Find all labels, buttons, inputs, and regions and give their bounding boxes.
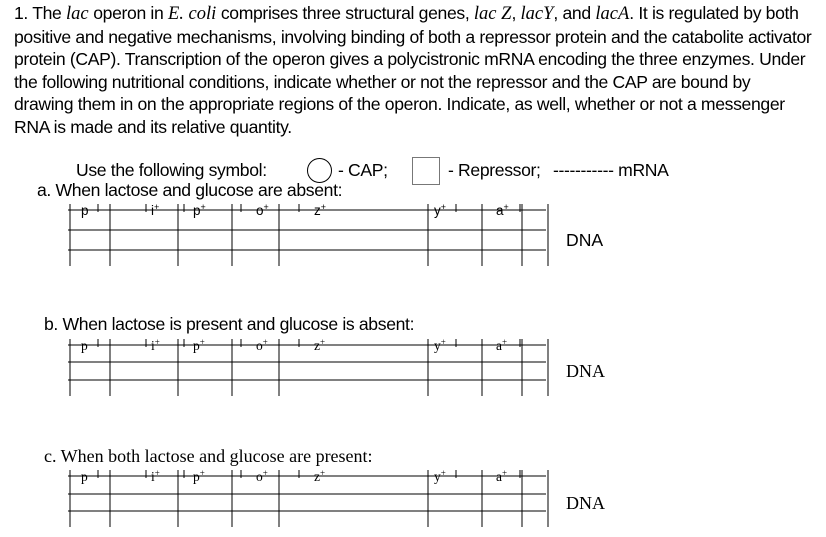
- gene-label-o: o+: [256, 468, 268, 484]
- gene-label-p: p+: [193, 468, 205, 484]
- gene-label-o: o+: [256, 337, 268, 353]
- legend-mrna: ----------- mRNA: [553, 160, 669, 180]
- gene-label-p: p: [81, 203, 89, 218]
- dna-label: DNA: [566, 493, 605, 513]
- gene-label-i: i+: [151, 468, 160, 484]
- gene-label-a: a+: [496, 202, 509, 218]
- gene-label-p: p: [81, 469, 88, 484]
- lacz-term: lac Z: [473, 4, 512, 24]
- legend-intro: Use the following symbol:: [76, 160, 267, 180]
- laca-term: lacA: [595, 4, 630, 24]
- gene-label-a: a+: [496, 468, 508, 484]
- part-b-label: b. When lactose is present and glucose is absent:: [44, 314, 415, 334]
- gene-label-z: z+: [314, 468, 326, 484]
- legend-repressor: - Repressor;: [448, 160, 541, 180]
- gene-label-y: y+: [434, 337, 446, 353]
- gene-label-y: y+: [434, 468, 446, 484]
- lacy-term: lacY: [520, 4, 554, 24]
- question-number: 1.: [14, 3, 28, 23]
- dna-label: DNA: [566, 230, 604, 250]
- legend-cap: - CAP;: [338, 160, 388, 180]
- gene-label-p: p+: [193, 337, 205, 353]
- part-a-label: a. When lactose and glucose are absent:: [37, 180, 343, 200]
- gene-label-a: a+: [496, 337, 508, 353]
- gene-label-p: p: [81, 338, 88, 353]
- gene-label-z: z+: [314, 202, 327, 218]
- gene-label-i: i+: [151, 202, 160, 218]
- gene-label-y: y+: [434, 202, 447, 218]
- gene-label-o: o+: [256, 202, 269, 218]
- gene-label-p: p+: [193, 202, 206, 218]
- lac-term: lac: [66, 4, 89, 24]
- part-c-label: c. When both lactose and glucose are present:: [44, 446, 373, 466]
- gene-label-z: z+: [314, 337, 326, 353]
- dna-label: DNA: [566, 361, 605, 381]
- question-text: 1. The lac operon in E. coli comprises three structural genes, lac Z, lacY, and lacA. It is regulated by both positive and negative mechanisms, involving binding of both a repressor protein and the catabolite activator protein (CAP). Transcription of the operon gives a polycistronic mRNA encoding the three enzymes. Under the following nutritional conditions, indicate whether or not the repressor and the CAP are bound by drawing them in on the appropriate regions of the operon. Indicate, as well, whether or not a messenger RNA is made and its relative quantity.: [14, 3, 812, 137]
- gene-label-i: i+: [151, 337, 160, 353]
- ecoli-term: E. coli: [167, 4, 217, 24]
